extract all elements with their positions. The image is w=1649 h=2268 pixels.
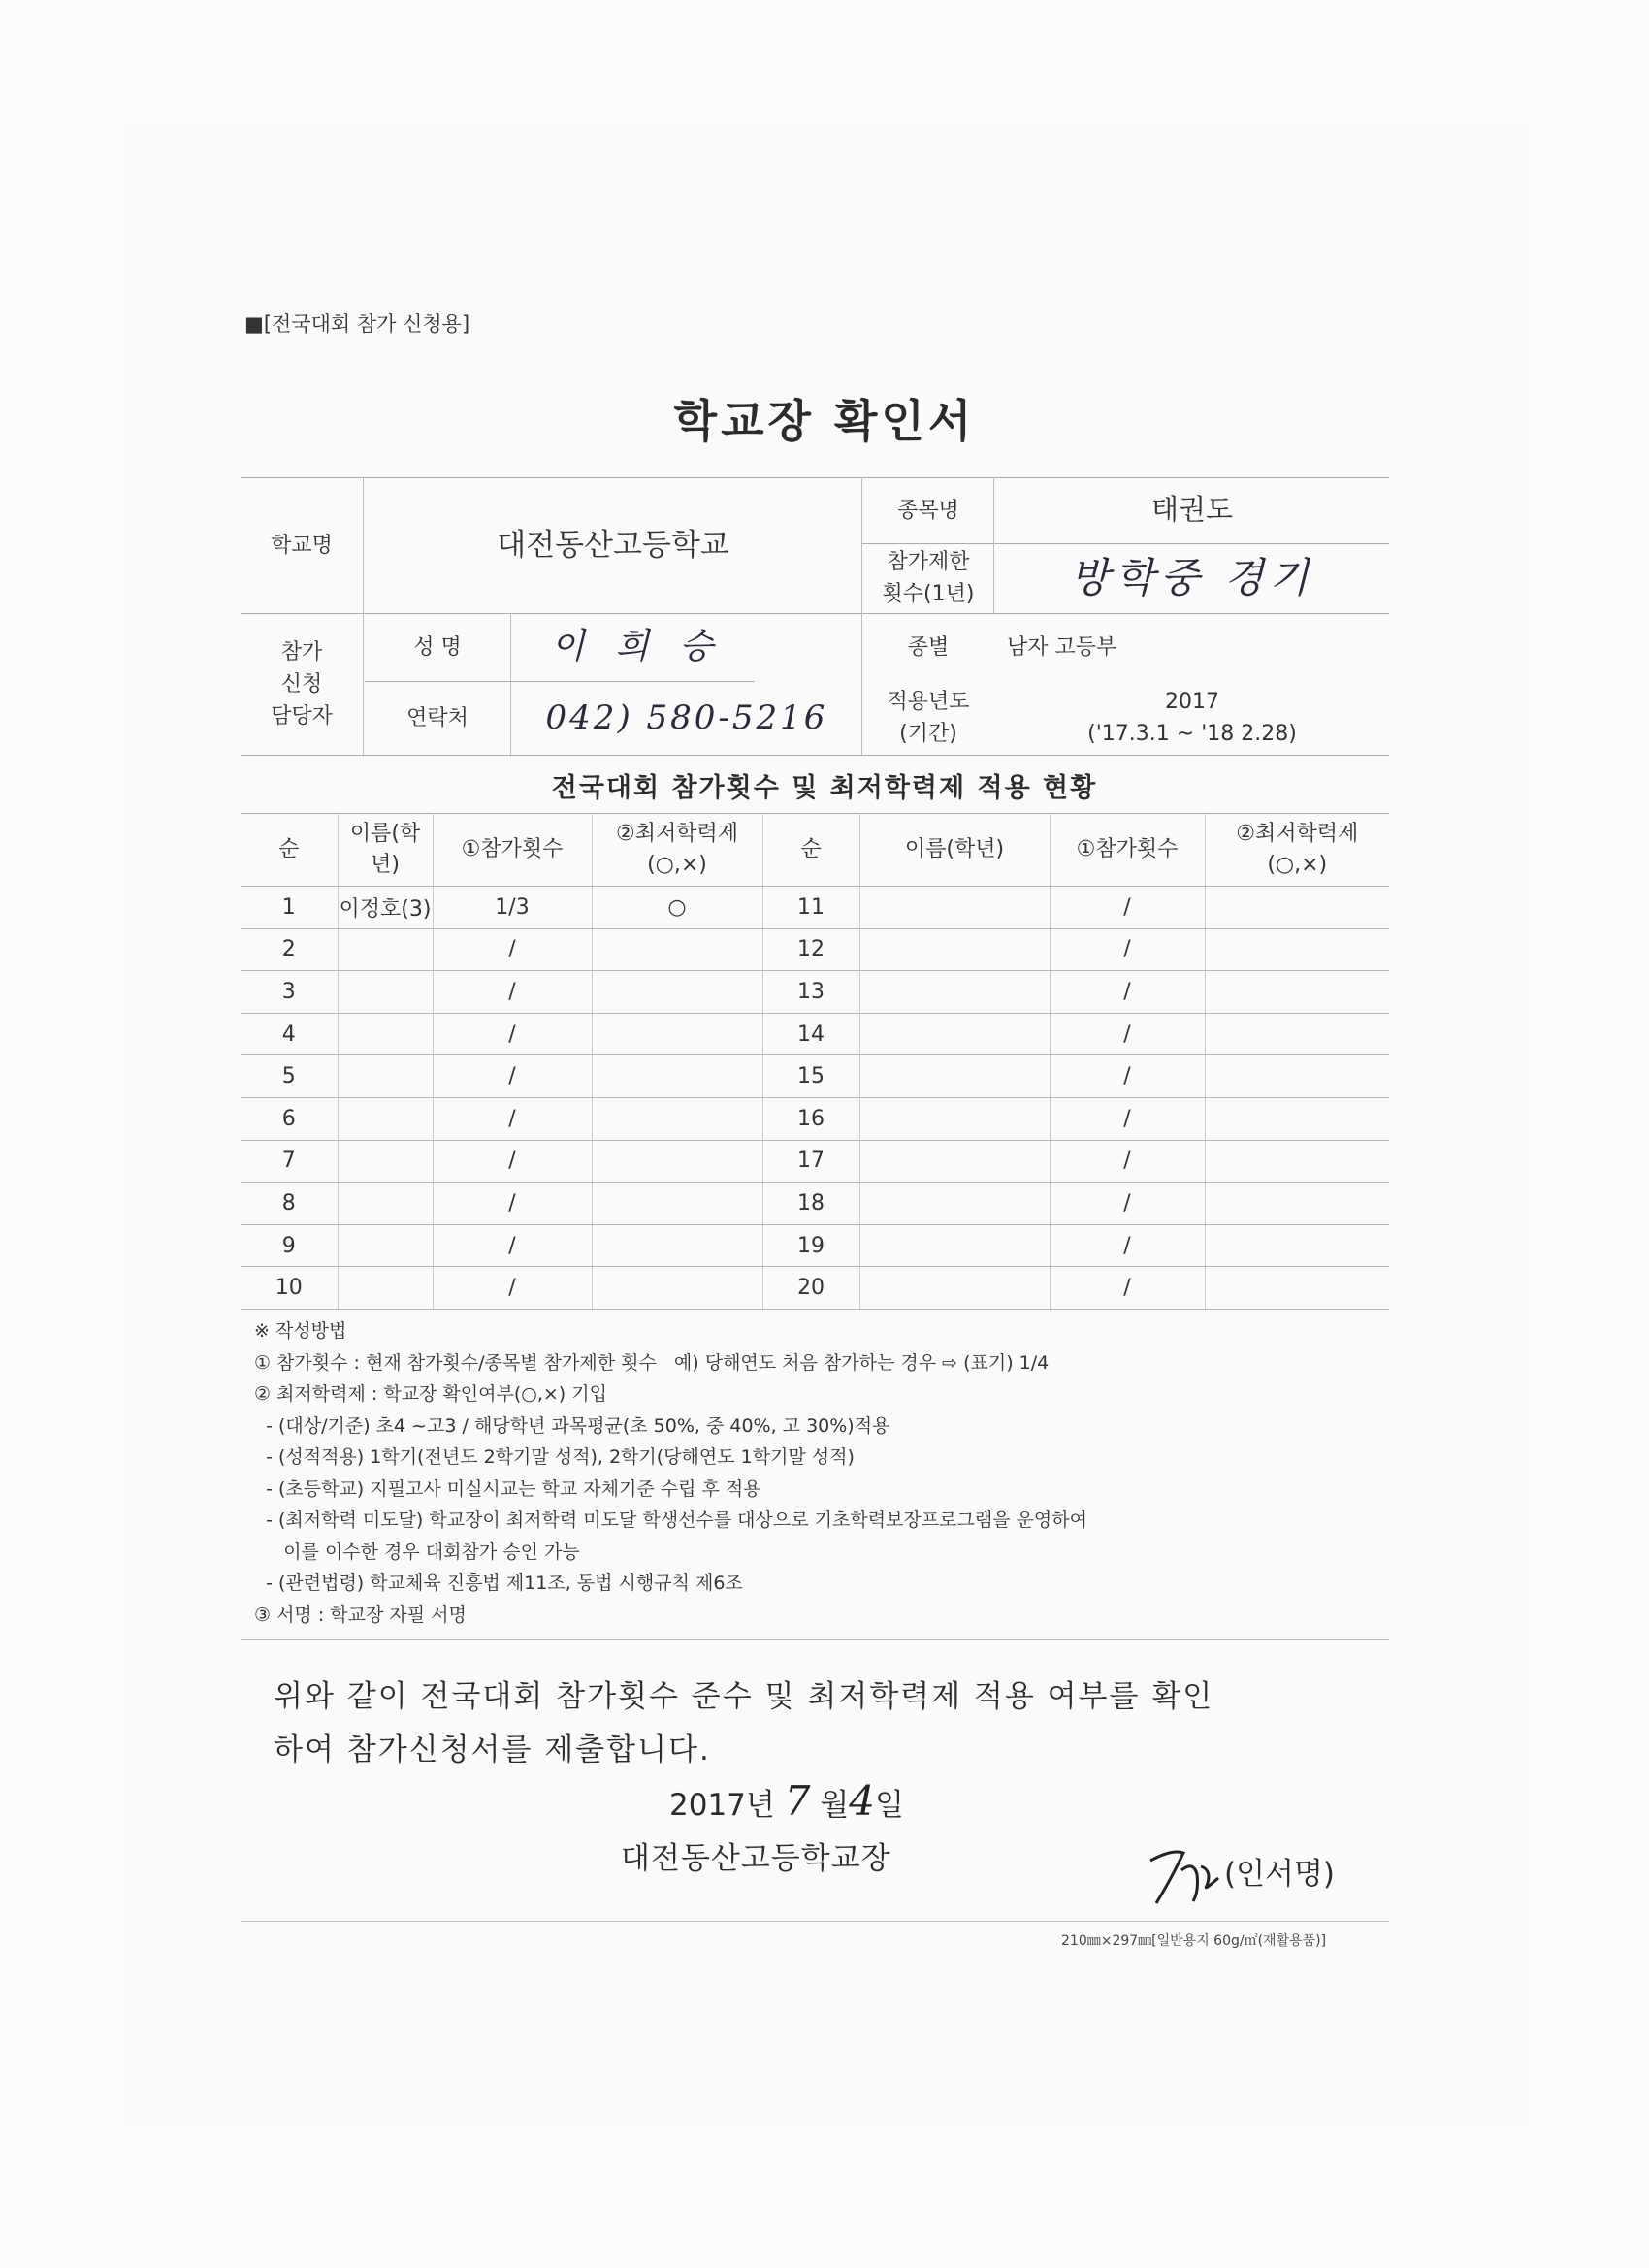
table-cell xyxy=(859,1140,1050,1183)
instruction-line: - (대상/기준) 초4 ~고3 / 해당학년 과목평균(초 50%, 중 40%, 고 30%)적용 xyxy=(254,1414,890,1437)
table-cell xyxy=(1205,1055,1389,1098)
table-row xyxy=(241,1097,1389,1140)
document-title: 학교장 확인서 xyxy=(673,395,976,447)
participation-table xyxy=(241,813,1389,1310)
date-day-unit: 일 xyxy=(874,1788,904,1823)
table-cell xyxy=(338,971,433,1014)
table-cell: / xyxy=(433,1224,592,1267)
date-year: 2017년 xyxy=(669,1788,775,1823)
instruction-line: ① 참가횟수 : 현재 참가횟수/종목별 참가제한 횟수 예) 당해연도 처음 참가하는 경우 ⇨ (표기) 1/4 xyxy=(254,1351,1050,1374)
table-cell xyxy=(592,1183,762,1225)
table-cell xyxy=(859,887,1050,929)
signature-scribble xyxy=(1143,1831,1226,1909)
table-cell xyxy=(338,1055,433,1098)
header-table xyxy=(241,477,1389,757)
table-cell xyxy=(338,1267,433,1310)
table-row xyxy=(241,1267,1389,1310)
column-header: ②최저학력제 (○,×) xyxy=(592,814,762,887)
date-month-handwritten: 7 xyxy=(784,1777,811,1825)
table-cell xyxy=(592,928,762,971)
table-title: 전국대회 참가횟수 및 최저학력제 적용 현황 xyxy=(551,773,1098,803)
limit-value-handwritten: 방학중 경기 xyxy=(1069,553,1315,601)
declaration xyxy=(274,1670,1379,1777)
table-cell: 15 xyxy=(762,1055,859,1098)
table-row xyxy=(241,1055,1389,1098)
table-cell: / xyxy=(433,1140,592,1183)
table-cell xyxy=(859,928,1050,971)
table-cell xyxy=(1205,1183,1389,1225)
instruction-line: 이를 이수한 경우 대회참가 승인 가능 xyxy=(254,1540,580,1563)
table-cell: / xyxy=(433,1055,592,1098)
column-header: 순 xyxy=(762,814,859,887)
table-cell: / xyxy=(1050,1267,1205,1310)
table-row xyxy=(241,1013,1389,1055)
divider xyxy=(241,1921,1389,1922)
table-cell xyxy=(592,1224,762,1267)
limit-label-line1: 참가제한 xyxy=(887,550,970,574)
year-value-year: 2017 xyxy=(1165,690,1219,714)
table-cell: / xyxy=(1050,1224,1205,1267)
table-cell xyxy=(859,1097,1050,1140)
table-cell xyxy=(1205,1140,1389,1183)
table-cell xyxy=(592,1140,762,1183)
instruction-line: - (초등학교) 지필고사 미실시교는 학교 자체기준 수립 후 적용 xyxy=(254,1477,761,1500)
table-cell xyxy=(338,1097,433,1140)
year-label-line2: (기간) xyxy=(899,722,957,746)
limit-label-line2: 횟수(1년) xyxy=(882,582,975,606)
table-cell xyxy=(859,1183,1050,1225)
school-name-label: 학교명 xyxy=(271,533,333,558)
instruction-line: ※ 작성방법 xyxy=(254,1320,347,1342)
table-cell: 17 xyxy=(762,1140,859,1183)
table-cell: / xyxy=(433,1097,592,1140)
table-cell: / xyxy=(1050,1183,1205,1225)
divider xyxy=(241,1639,1389,1640)
declaration-line2: 하여 참가신청서를 제출합니다. xyxy=(274,1733,711,1767)
division-value: 남자 고등부 xyxy=(1007,634,1117,660)
signing-date xyxy=(669,1777,904,1825)
date-month-unit: 월 xyxy=(820,1788,850,1823)
writing-instructions xyxy=(254,1315,1399,1631)
division-label: 종별 xyxy=(907,634,950,660)
event-label: 종목명 xyxy=(897,498,959,523)
form-category: ■[전국대회 참가 신청용] xyxy=(244,312,470,336)
table-cell: 3 xyxy=(241,971,338,1014)
table-cell xyxy=(338,1183,433,1225)
table-cell: / xyxy=(1050,928,1205,971)
table-cell: 1/3 xyxy=(433,887,592,929)
table-cell: / xyxy=(1050,971,1205,1014)
year-value xyxy=(995,681,1389,755)
table-cell xyxy=(1205,887,1389,929)
table-cell: 18 xyxy=(762,1183,859,1225)
table-cell: 13 xyxy=(762,971,859,1014)
name-value-handwritten: 이 희 승 xyxy=(551,627,724,666)
table-header-row xyxy=(241,814,1389,887)
table-cell: 10 xyxy=(241,1267,338,1310)
limit-label xyxy=(863,543,993,613)
table-cell xyxy=(859,1224,1050,1267)
instruction-line: - (관련법령) 학교체육 진흥법 제11조, 동법 시행규칙 제6조 xyxy=(254,1572,743,1594)
table-cell xyxy=(1205,1013,1389,1055)
applicant-label xyxy=(241,613,363,755)
table-cell xyxy=(592,1267,762,1310)
column-header: 이름(학년) xyxy=(859,814,1050,887)
table-cell xyxy=(859,971,1050,1014)
table-cell xyxy=(592,1097,762,1140)
table-cell: 7 xyxy=(241,1140,338,1183)
principal-signature xyxy=(1143,1831,1226,1924)
table-cell: / xyxy=(1050,1097,1205,1140)
year-value-period: ('17.3.1 ~ '18 2.28) xyxy=(1087,722,1297,746)
table-row xyxy=(241,887,1389,929)
table-row xyxy=(241,1183,1389,1225)
table-cell: 14 xyxy=(762,1013,859,1055)
table-cell: 12 xyxy=(762,928,859,971)
principal-title: 대전동산고등학교장 xyxy=(621,1841,891,1876)
table-cell: / xyxy=(1050,1055,1205,1098)
table-cell xyxy=(338,928,433,971)
table-cell xyxy=(338,1013,433,1055)
table-cell xyxy=(1205,1267,1389,1310)
table-cell: 4 xyxy=(241,1013,338,1055)
instruction-line: ② 최저학력제 : 학교장 확인여부(○,×) 기입 xyxy=(254,1383,607,1405)
column-header: ②최저학력제 (○,×) xyxy=(1205,814,1389,887)
name-label: 성 명 xyxy=(413,634,462,660)
contact-value-handwritten: 042) 580-5216 xyxy=(545,697,828,737)
applicant-label-line1: 참가 xyxy=(280,639,323,664)
table-cell: 11 xyxy=(762,887,859,929)
table-cell xyxy=(1205,1224,1389,1267)
table-cell: / xyxy=(1050,1013,1205,1055)
table-row xyxy=(241,971,1389,1014)
table-cell: 19 xyxy=(762,1224,859,1267)
year-label-line1: 적용년도 xyxy=(887,690,970,714)
table-cell: 16 xyxy=(762,1097,859,1140)
table-cell: / xyxy=(433,971,592,1014)
table-cell: ○ xyxy=(592,887,762,929)
table-cell xyxy=(592,971,762,1014)
table-cell xyxy=(1205,971,1389,1014)
table-cell xyxy=(1205,928,1389,971)
column-header: 순 xyxy=(241,814,338,887)
table-cell: / xyxy=(1050,1140,1205,1183)
instruction-line: - (성적적용) 1학기(전년도 2학기말 성적), 2학기(당해연도 1학기말 성적) xyxy=(254,1446,855,1468)
table-row xyxy=(241,1224,1389,1267)
year-label xyxy=(863,681,993,755)
table-cell: / xyxy=(433,928,592,971)
column-header: 이름(학년) xyxy=(338,814,433,887)
table-cell: 8 xyxy=(241,1183,338,1225)
table-cell xyxy=(1205,1097,1389,1140)
contact-label: 연락처 xyxy=(406,705,469,730)
table-cell xyxy=(859,1055,1050,1098)
instruction-line: - (최저학력 미도달) 학교장이 최저학력 미도달 학생선수를 대상으로 기초학력보장프로그램을 운영하여 xyxy=(254,1509,1087,1531)
table-cell xyxy=(592,1055,762,1098)
table-cell: 1 xyxy=(241,887,338,929)
signature-label: (인서명) xyxy=(1224,1857,1336,1892)
table-row xyxy=(241,928,1389,971)
school-name-value: 대전동산고등학교 xyxy=(497,527,729,563)
table-cell: 2 xyxy=(241,928,338,971)
applicant-label-line2: 신청 xyxy=(280,671,323,697)
applicant-label-line3: 담당자 xyxy=(271,703,333,729)
table-cell: 6 xyxy=(241,1097,338,1140)
table-cell: 20 xyxy=(762,1267,859,1310)
table-row xyxy=(241,1140,1389,1183)
table-cell: / xyxy=(433,1183,592,1225)
event-value: 태권도 xyxy=(1150,493,1234,527)
table-cell xyxy=(592,1013,762,1055)
table-cell xyxy=(338,1140,433,1183)
table-cell: 5 xyxy=(241,1055,338,1098)
table-cell: 이정호(3) xyxy=(338,887,433,929)
table-cell: 9 xyxy=(241,1224,338,1267)
date-day-handwritten: 4 xyxy=(849,1777,875,1825)
column-header: ①참가횟수 xyxy=(433,814,592,887)
table-cell xyxy=(859,1013,1050,1055)
table-cell: / xyxy=(1050,887,1205,929)
table-cell xyxy=(859,1267,1050,1310)
table-cell: / xyxy=(433,1267,592,1310)
instruction-line: ③ 서명 : 학교장 자필 서명 xyxy=(254,1604,467,1626)
table-cell xyxy=(338,1224,433,1267)
column-header: ①참가횟수 xyxy=(1050,814,1205,887)
table-cell: / xyxy=(433,1013,592,1055)
declaration-line1: 위와 같이 전국대회 참가횟수 준수 및 최저학력제 적용 여부를 확인 xyxy=(274,1679,1214,1714)
paper-spec: 210㎜×297㎜[일반용지 60g/㎡(재활용품)] xyxy=(1061,1933,1327,1949)
